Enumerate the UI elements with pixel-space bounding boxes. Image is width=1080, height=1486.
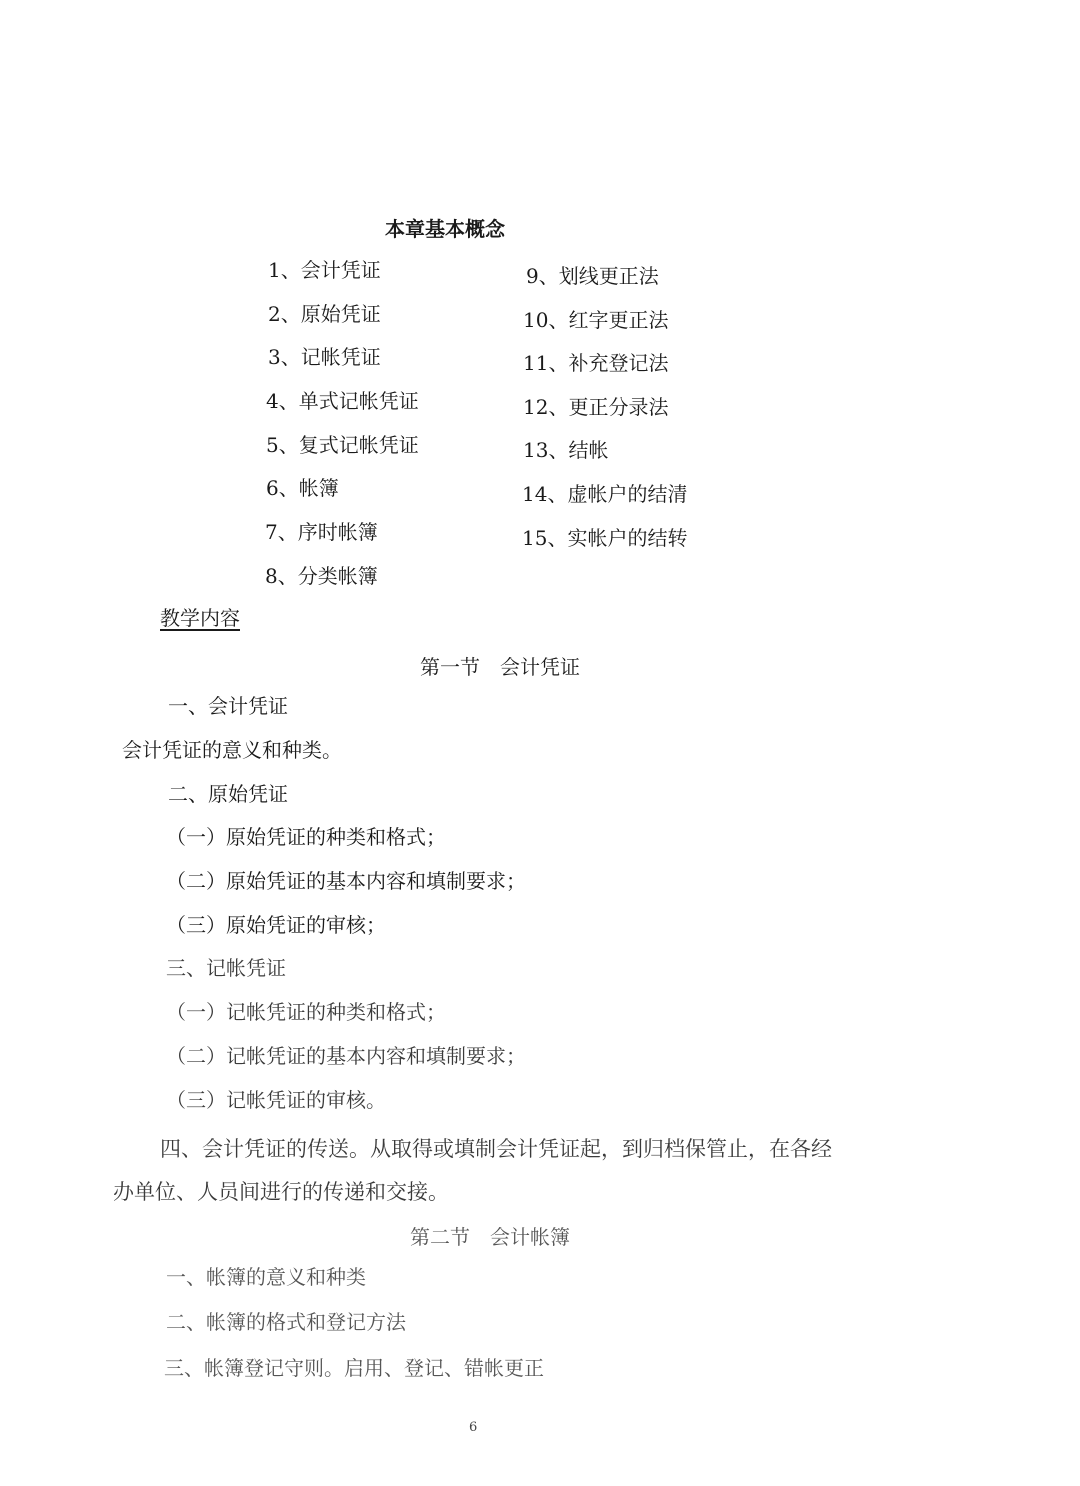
outline-subitem: （一）原始凭证的种类和格式；	[166, 825, 446, 849]
outline-heading: 三、记帐凭证	[166, 956, 286, 980]
concept-item: 7、序时帐簿	[265, 520, 378, 544]
outline-subitem: （一）记帐凭证的种类和格式；	[166, 1000, 446, 1024]
outline-heading: 二、帐簿的格式和登记方法	[166, 1310, 406, 1334]
outline-text: 会计凭证的意义和种类。	[122, 738, 342, 762]
concept-item: 2、原始凭证	[268, 302, 381, 326]
outline-heading: 三、帐簿登记守则。启用、登记、错帐更正	[164, 1356, 544, 1380]
outline-subitem: （二）记帐凭证的基本内容和填制要求；	[166, 1044, 526, 1068]
outline-subitem: （二）原始凭证的基本内容和填制要求；	[166, 869, 526, 893]
concept-item: 14、虚帐户的结清	[522, 482, 688, 506]
concept-item: 3、记帐凭证	[268, 345, 381, 369]
outline-heading: 一、会计凭证	[168, 694, 288, 718]
concept-item: 8、分类帐簿	[265, 564, 378, 588]
concept-item: 4、单式记帐凭证	[266, 389, 419, 413]
concept-item: 1、会计凭证	[268, 258, 381, 282]
transfer-paragraph-line: 办单位、人员间进行的传递和交接。	[113, 1180, 449, 1204]
concept-item: 15、实帐户的结转	[522, 526, 688, 550]
transfer-paragraph-line: 四、会计凭证的传送。从取得或填制会计凭证起，到归档保管止，在各经	[160, 1137, 832, 1161]
concept-item: 10、红字更正法	[523, 308, 669, 332]
concept-item: 12、更正分录法	[523, 395, 669, 419]
section-title: 第一节 会计凭证	[420, 655, 580, 679]
concept-item: 6、帐簿	[266, 476, 339, 500]
page-number: 6	[469, 1420, 478, 1435]
concepts-title: 本章基本概念	[385, 217, 505, 241]
concept-item: 13、结帐	[523, 438, 609, 462]
teaching-content-heading: 教学内容	[160, 606, 240, 630]
outline-heading: 一、帐簿的意义和种类	[166, 1265, 366, 1289]
concept-item: 11、补充登记法	[523, 351, 669, 375]
section-title: 第二节 会计帐簿	[410, 1225, 570, 1249]
concept-item: 9、划线更正法	[526, 264, 659, 288]
outline-heading: 二、原始凭证	[168, 782, 288, 806]
outline-subitem: （三）原始凭证的审核；	[166, 913, 386, 937]
outline-subitem: （三）记帐凭证的审核。	[166, 1088, 386, 1112]
concept-item: 5、复式记帐凭证	[266, 433, 419, 457]
